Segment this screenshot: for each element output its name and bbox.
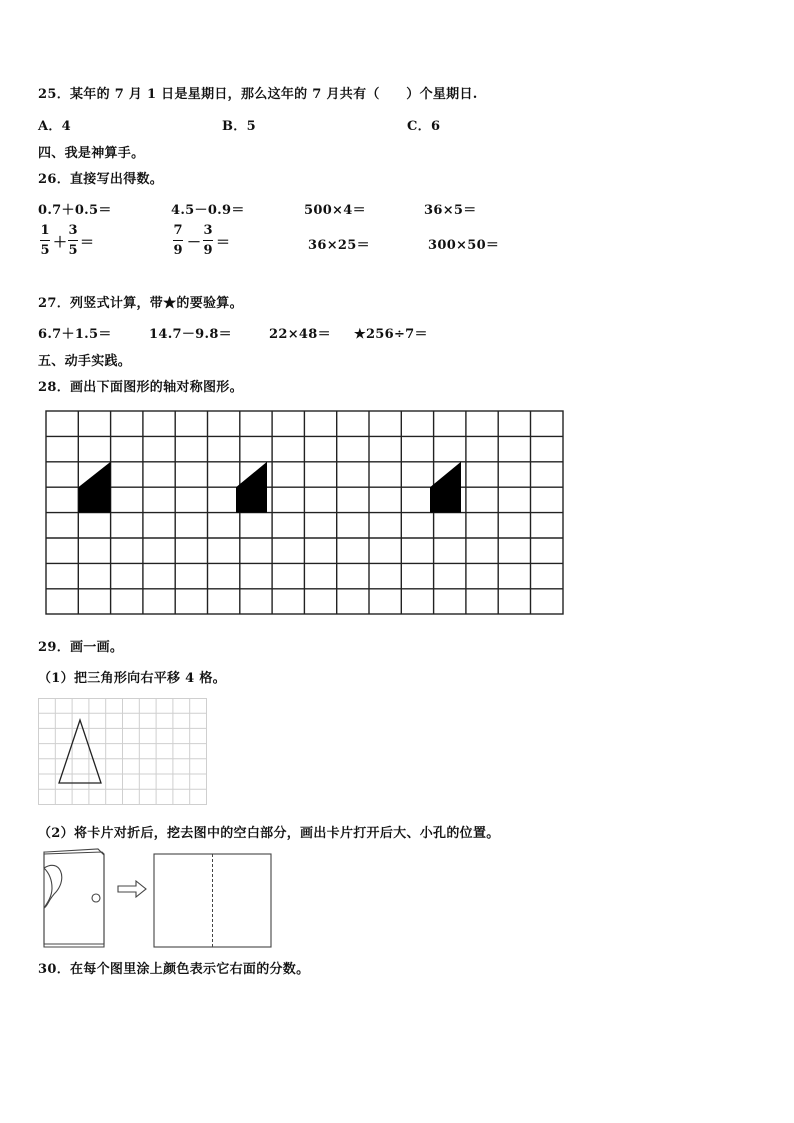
q26-frac1-op: ＋ <box>53 235 67 251</box>
q26-frac2-a <box>173 224 183 257</box>
denominator: 9 <box>203 243 213 258</box>
q26-item-3: 500×4＝ <box>304 203 366 218</box>
shape-3 <box>430 462 461 513</box>
q27-item-2: 14.7－9.8＝ <box>149 327 232 342</box>
q27-item-3: 22×48＝ <box>269 327 331 342</box>
q29-part1: （1）把三角形向右平移 4 格。 <box>38 671 226 686</box>
numerator: 7 <box>173 223 183 238</box>
numerator: 3 <box>68 223 78 238</box>
denominator: 5 <box>40 243 50 258</box>
q29-card-figure <box>38 848 278 948</box>
q30-stem: 30．在每个图里涂上颜色表示它右面的分数。 <box>38 962 310 977</box>
q25-option-c[interactable]: C．6 <box>407 119 441 134</box>
q29-part2: （2）将卡片对折后，挖去图中的空白部分，画出卡片打开后大、小孔的位置。 <box>38 826 500 841</box>
q26-frac2-eq: ＝ <box>216 235 230 251</box>
q28-grid[interactable] <box>45 410 565 616</box>
q26-item-8: 300×50＝ <box>428 238 500 253</box>
q27-item-4: ★256÷7＝ <box>354 327 428 342</box>
q26-frac1-a <box>40 224 50 257</box>
q26-frac1-eq: ＝ <box>80 235 94 251</box>
q26-item-1: 0.7＋0.5＝ <box>38 203 112 218</box>
arrow-icon <box>118 881 146 897</box>
q25-stem: 25．某年的 7 月 1 日是星期日，那么这年的 7 月共有（ ）个星期日. <box>38 87 478 102</box>
section-5-title: 五、动手实践。 <box>38 354 132 369</box>
section-4-title: 四、我是神算手。 <box>38 146 145 161</box>
q29-stem: 29．画一画。 <box>38 640 124 655</box>
shape-2 <box>236 462 267 513</box>
numerator: 3 <box>203 223 213 238</box>
q26-stem: 26．直接写出得数。 <box>38 172 164 187</box>
q27-stem: 27．列竖式计算，带★的要验算。 <box>38 296 243 311</box>
q29-triangle-grid[interactable] <box>38 698 208 806</box>
denominator: 5 <box>68 243 78 258</box>
q26-item-7: 36×25＝ <box>308 238 370 253</box>
q25-option-a[interactable]: A．4 <box>38 119 72 134</box>
q27-item-1: 6.7＋1.5＝ <box>38 327 112 342</box>
q26-frac1-b <box>68 224 78 257</box>
q26-frac2-b <box>203 224 213 257</box>
q26-item-2: 4.5－0.9＝ <box>171 203 245 218</box>
q26-item-4: 36×5＝ <box>424 203 477 218</box>
q26-frac2-op: － <box>187 235 201 251</box>
shape-1 <box>78 462 110 513</box>
q28-stem: 28．画出下面图形的轴对称图形。 <box>38 380 243 395</box>
denominator: 9 <box>173 243 183 258</box>
q25-option-b[interactable]: B．5 <box>222 119 256 134</box>
numerator: 1 <box>40 223 50 238</box>
